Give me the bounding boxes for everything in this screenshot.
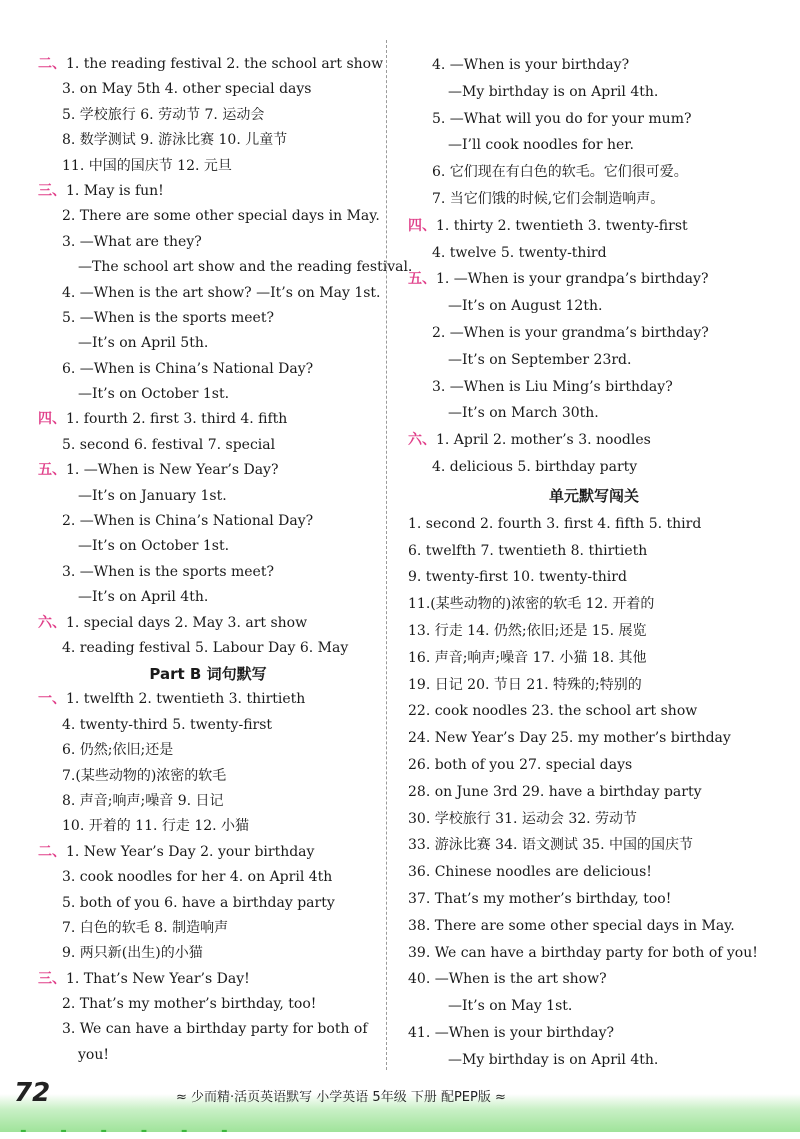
answer-text: 13. 行走 14. 仍然;依旧;还是 15. 展览 bbox=[408, 622, 647, 639]
answer-line bbox=[38, 865, 378, 890]
answer-text: 3. cook noodles for her 4. on April 4th bbox=[62, 869, 333, 886]
answer-line bbox=[408, 186, 780, 213]
answer-line bbox=[38, 331, 378, 356]
answer-text: 1. special days 2. May 3. art show bbox=[66, 614, 308, 631]
answer-text: 11. 中国的国庆节 12. 元旦 bbox=[62, 157, 232, 174]
answer-line bbox=[408, 859, 780, 886]
answer-text: 7.(某些动物的)浓密的软毛 bbox=[62, 767, 227, 784]
answer-line bbox=[38, 840, 378, 865]
answer-line bbox=[408, 320, 780, 347]
answer-line bbox=[408, 52, 780, 79]
answer-text: 24. New Year’s Day 25. my mother’s birthday bbox=[408, 730, 731, 747]
left-column bbox=[38, 52, 413, 1068]
answer-text: —It’s on May 1st. bbox=[448, 998, 573, 1015]
answer-line bbox=[408, 511, 780, 538]
answer-text: 4. delicious 5. birthday party bbox=[432, 458, 638, 475]
answer-line bbox=[408, 832, 780, 859]
answer-line bbox=[408, 400, 780, 427]
answer-text: 5. —What will you do for your mum? bbox=[432, 110, 692, 127]
section-number: 四、 bbox=[38, 411, 66, 428]
answer-text: 1. twelfth 2. twentieth 3. thirtieth bbox=[66, 691, 306, 708]
answer-text: 16. 声音;响声;噪音 17. 小猫 18. 其他 bbox=[408, 649, 647, 666]
answer-text: 3. We can have a birthday party for both of bbox=[62, 1021, 368, 1038]
answer-line bbox=[408, 132, 780, 159]
answer-text: 7. 白色的软毛 8. 制造响声 bbox=[62, 919, 229, 936]
answer-line bbox=[38, 585, 378, 610]
answer-text: 33. 游泳比赛 34. 语文测试 35. 中国的国庆节 bbox=[408, 837, 694, 854]
answer-text: —It’s on October 1st. bbox=[78, 386, 230, 403]
answer-line bbox=[38, 967, 378, 992]
answer-text: 4. twenty-third 5. twenty-first bbox=[62, 716, 273, 733]
answer-text: 2. —When is China’s National Day? bbox=[62, 513, 314, 530]
answer-line bbox=[38, 738, 378, 763]
answer-line bbox=[38, 764, 378, 789]
answer-line bbox=[38, 204, 378, 229]
answer-line bbox=[38, 230, 378, 255]
answer-text: 6. 它们现在有白色的软毛。它们很可爱。 bbox=[432, 164, 688, 181]
page-footer bbox=[0, 1072, 800, 1139]
answer-text: 8. 声音;响声;噪音 9. 日记 bbox=[62, 792, 224, 809]
answer-line bbox=[38, 611, 378, 636]
answer-text: 6. —When is China’s National Day? bbox=[62, 360, 314, 377]
answer-line bbox=[408, 374, 780, 401]
answer-text: 5. 学校旅行 6. 劳动节 7. 运动会 bbox=[62, 106, 265, 123]
answer-line bbox=[408, 159, 780, 186]
column-divider bbox=[386, 40, 387, 1070]
answer-line bbox=[38, 509, 378, 534]
answer-text: 39. We can have a birthday party for both of you! bbox=[408, 944, 758, 961]
section-number: 一、 bbox=[38, 691, 66, 708]
answer-text: —It’s on October 1st. bbox=[78, 538, 230, 555]
answer-line bbox=[38, 154, 378, 179]
answer-line bbox=[38, 814, 378, 839]
answer-text: 26. both of you 27. special days bbox=[408, 756, 633, 773]
answer-text: 6. twelfth 7. twentieth 8. thirtieth bbox=[408, 542, 648, 559]
page-number: 72 bbox=[14, 1078, 51, 1108]
answer-line bbox=[38, 128, 378, 153]
answer-line bbox=[408, 1020, 780, 1047]
answer-text: 36. Chinese noodles are delicious! bbox=[408, 864, 652, 881]
answer-text: 22. cook noodles 23. the school art show bbox=[408, 703, 698, 720]
answer-text: 5. —When is the sports meet? bbox=[62, 309, 274, 326]
answer-text: 38. There are some other special days in May. bbox=[408, 917, 735, 934]
answer-line bbox=[38, 713, 378, 738]
answer-line bbox=[408, 993, 780, 1020]
answer-line bbox=[408, 779, 780, 806]
answer-line bbox=[408, 806, 780, 833]
answer-text: 4. —When is your birthday? bbox=[432, 57, 630, 73]
answer-text: 2. That’s my mother’s birthday, too! bbox=[62, 996, 317, 1013]
answer-line bbox=[38, 52, 384, 77]
answer-line bbox=[408, 725, 780, 752]
answer-line bbox=[408, 564, 780, 591]
answer-line bbox=[408, 427, 780, 454]
answer-text: 41. —When is your birthday? bbox=[408, 1024, 614, 1041]
answer-line bbox=[38, 407, 378, 432]
answer-line bbox=[38, 433, 378, 458]
answer-line bbox=[408, 347, 780, 374]
right-column bbox=[408, 52, 780, 1073]
answer-line bbox=[408, 618, 780, 645]
answer-text: —I’ll cook noodles for her. bbox=[448, 137, 634, 154]
answer-line bbox=[408, 454, 780, 481]
answer-line bbox=[38, 916, 378, 941]
section-number: 六、 bbox=[38, 614, 66, 631]
answer-text: 37. That’s my mother’s birthday, too! bbox=[408, 890, 672, 907]
answer-text: 3. —When is Liu Ming’s birthday? bbox=[432, 378, 673, 395]
answer-line bbox=[38, 560, 378, 585]
answer-text: 1. —When is your grandpa’s birthday? bbox=[436, 271, 709, 288]
section-number: 四、 bbox=[408, 217, 436, 234]
answer-line bbox=[38, 179, 378, 204]
answer-text: 9. 两只新(出生)的小猫 bbox=[62, 945, 203, 962]
section-number: 二、 bbox=[38, 843, 66, 860]
answer-line bbox=[38, 534, 378, 559]
section-heading: 单元默写闯关 bbox=[548, 486, 639, 505]
answer-text: 7. 当它们饿的时候,它们会制造响声。 bbox=[432, 190, 665, 207]
answer-text: 40. —When is the art show? bbox=[408, 971, 607, 988]
answer-text: 1. April 2. mother’s 3. noodles bbox=[436, 432, 651, 449]
answer-text: 5. both of you 6. have a birthday party bbox=[62, 894, 335, 911]
answer-text: 19. 日记 20. 节日 21. 特殊的;特别的 bbox=[408, 676, 642, 693]
answer-line bbox=[408, 106, 780, 133]
answer-text: —It’s on April 4th. bbox=[78, 589, 209, 606]
answer-line bbox=[38, 306, 378, 331]
answer-line bbox=[408, 752, 780, 779]
answer-text: —The school art show and the reading festival. bbox=[78, 259, 413, 276]
answer-line bbox=[38, 382, 378, 407]
answer-line bbox=[408, 79, 780, 106]
answer-text: 1. That’s New Year’s Day! bbox=[66, 970, 250, 987]
answer-line bbox=[38, 1017, 378, 1042]
answer-text: 10. 开着的 11. 行走 12. 小猫 bbox=[62, 818, 250, 835]
answer-text: 1. second 2. fourth 3. first 4. fifth 5. third bbox=[408, 515, 702, 532]
answer-line bbox=[408, 591, 780, 618]
answer-text: —It’s on September 23rd. bbox=[448, 351, 632, 368]
answer-text: you! bbox=[78, 1046, 109, 1063]
answer-line bbox=[408, 698, 780, 725]
answer-line bbox=[408, 293, 780, 320]
answer-line bbox=[408, 940, 780, 967]
answer-text: 1. May is fun! bbox=[66, 182, 164, 199]
answer-text: —It’s on March 30th. bbox=[448, 405, 599, 422]
answer-text: —It’s on April 5th. bbox=[78, 335, 209, 352]
footer-dashes: - - - - - - bbox=[20, 1120, 242, 1139]
answer-line bbox=[38, 458, 378, 483]
answer-text: —It’s on August 12th. bbox=[448, 298, 603, 315]
answer-line bbox=[408, 213, 780, 240]
answer-text: 3. —What are they? bbox=[62, 233, 202, 250]
answer-text: 4. reading festival 5. Labour Day 6. May bbox=[62, 639, 349, 656]
answer-line bbox=[38, 941, 378, 966]
answer-text: —My birthday is on April 4th. bbox=[448, 1051, 659, 1068]
answer-text: 1. thirty 2. twentieth 3. twenty-first bbox=[436, 217, 688, 234]
answer-text: 8. 数学测试 9. 游泳比赛 10. 儿童节 bbox=[62, 132, 288, 149]
answer-text: 11.(某些动物的)浓密的软毛 12. 开着的 bbox=[408, 596, 655, 613]
section-number: 三、 bbox=[38, 182, 66, 199]
answer-text: 5. second 6. festival 7. special bbox=[62, 436, 276, 453]
answer-text: 3. —When is the sports meet? bbox=[62, 563, 274, 580]
answer-line bbox=[38, 636, 378, 661]
answer-line bbox=[38, 992, 378, 1017]
section-number: 五、 bbox=[38, 462, 66, 479]
footer-title: ≈ 少而精·活页英语默写 小学英语 5年级 下册 配PEP版 ≈ bbox=[176, 1090, 506, 1105]
answer-line bbox=[38, 255, 413, 280]
answer-text: 6. 仍然;依旧;还是 bbox=[62, 742, 174, 759]
answer-line bbox=[38, 357, 378, 382]
answer-line bbox=[38, 103, 378, 128]
answer-line bbox=[408, 886, 780, 913]
answer-line bbox=[38, 891, 378, 916]
answer-text: —It’s on January 1st. bbox=[78, 487, 227, 504]
answer-line bbox=[408, 266, 780, 293]
answer-text: 1. New Year’s Day 2. your birthday bbox=[66, 843, 315, 860]
answer-text: 4. twelve 5. twenty-third bbox=[432, 244, 607, 261]
answer-text: 28. on June 3rd 29. have a birthday party bbox=[408, 783, 702, 800]
answer-line bbox=[38, 484, 378, 509]
section-number: 二、 bbox=[38, 56, 66, 72]
answer-line bbox=[408, 1047, 780, 1074]
answer-text: 1. the reading festival 2. the school art show bbox=[66, 56, 384, 72]
answer-text: 3. on May 5th 4. other special days bbox=[62, 81, 312, 98]
answer-line bbox=[408, 538, 780, 565]
answer-text: 30. 学校旅行 31. 运动会 32. 劳动节 bbox=[408, 810, 638, 827]
answer-text: —My birthday is on April 4th. bbox=[448, 83, 659, 100]
answer-text: 1. fourth 2. first 3. third 4. fifth bbox=[66, 411, 288, 428]
section-number: 三、 bbox=[38, 970, 66, 987]
section-number: 六、 bbox=[408, 432, 436, 449]
answer-line bbox=[38, 281, 381, 306]
answer-text: 2. There are some other special days in May. bbox=[62, 208, 380, 225]
answer-line bbox=[408, 645, 780, 672]
answer-line bbox=[408, 672, 780, 699]
answer-line bbox=[408, 913, 780, 940]
section-heading: Part B 词句默写 bbox=[149, 665, 267, 684]
answer-text: 2. —When is your grandma’s birthday? bbox=[432, 324, 709, 341]
answer-line bbox=[408, 240, 780, 267]
answer-line bbox=[38, 789, 378, 814]
answer-line bbox=[38, 687, 378, 712]
answer-line bbox=[38, 77, 378, 102]
section-number: 五、 bbox=[408, 271, 436, 288]
answer-text: 1. —When is New Year’s Day? bbox=[66, 462, 279, 479]
answer-line bbox=[408, 966, 780, 993]
answer-text: 4. —When is the art show? —It’s on May 1st. bbox=[62, 284, 381, 301]
answer-text: 9. twenty-first 10. twenty-third bbox=[408, 569, 627, 586]
answer-line bbox=[38, 1043, 378, 1068]
